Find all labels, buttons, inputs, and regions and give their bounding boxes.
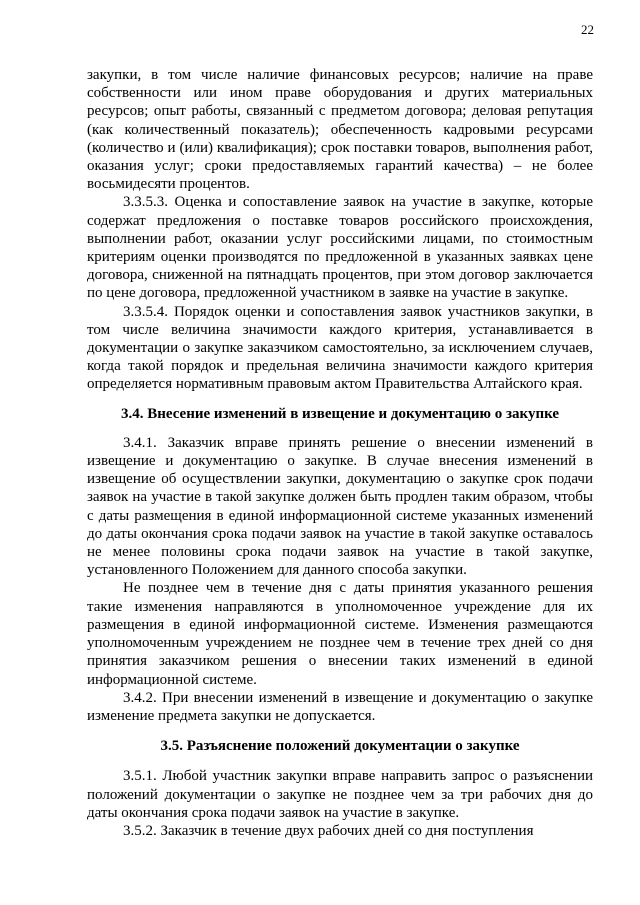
page-number: 22 [581, 22, 594, 37]
paragraph-3-4-1: 3.4.1. Заказчик вправе принять решение о внесении изменений в извещение и документацию о закупке. В случае внесения изменений в извещение об осуществлении закупки, документацию о закупке срок подачи заявок на участие в такой закупке должен быть продлен таким образом, чтобы с даты размещения в единой информационной системе указанных изменений до даты окончания срока подачи заявок на участие в такой закупке оставалось не менее половины срока подачи заявок на участие в такой закупке, установленного Положением для данного способа закупки. [87, 434, 593, 579]
document-body [87, 66, 593, 840]
paragraph-3-4-1-continued: Не позднее чем в течение дня с даты принятия указанного решения такие изменения направляются в уполномоченное учреждение для их размещения в единой информационной системе. Изменения размещаются уполномоченным учреждением не позднее чем в течение трех дней со дня принятия заказчиком решения о внесении таких изменений в единой информационной системе. [87, 580, 593, 688]
paragraph-3-5-2: 3.5.2. Заказчик в течение двух рабочих дней со дня поступления [123, 822, 534, 839]
section-heading-3-4: 3.4. Внесение изменений в извещение и документацию о закупке [120, 405, 560, 422]
paragraph-3-3-5-3: 3.3.5.3. Оценка и сопоставление заявок на участие в закупке, которые содержат предложения о поставке товаров российского происхождения, выполнении работ, оказании услуг российскими лицами, по стоимостным критериям оценки производятся по предложенной в указанных заявках цене договора, сниженной на пятнадцать процентов, при этом договор заключается по цене договора, предложенной участником в заявке на участие в закупке. [87, 194, 593, 302]
section-heading-3-5: 3.5. Разъяснение положений документации о закупке [160, 738, 520, 755]
paragraph-3-5-1: 3.5.1. Любой участник закупки вправе направить запрос о разъяснении положений документации о закупке не позднее чем за три рабочих дня до даты окончания срока подачи заявок на участие в закупке. [87, 768, 593, 821]
paragraph-3-4-2: 3.4.2. При внесении изменений в извещение и документацию о закупке изменение предмета закупки не допускается. [87, 689, 593, 724]
paragraph-criteria-continuation: закупки, в том числе наличие финансовых ресурсов; наличие на праве собственности или ином праве оборудования и других материальных ресурсов; опыт работы, связанный с предметом договора; деловая репутация (как количественный показатель); обеспеченность кадровыми ресурсами (количество и (или) квалификация); срок поставки товаров, выполнения работ, оказания услуг; сроки предоставляемых гарантий качества) – не более восьмидесяти процентов. [87, 67, 593, 193]
paragraph-3-3-5-4: 3.3.5.4. Порядок оценки и сопоставления заявок участников закупки, в том числе величина значимости каждого критерия, устанавливается в документации о закупке заказчиком самостоятельно, за исключением случаев, когда такой порядок и предельная величина значимости каждого критерия определяется нормативным правовым актом Правительства Алтайского края. [87, 303, 593, 393]
